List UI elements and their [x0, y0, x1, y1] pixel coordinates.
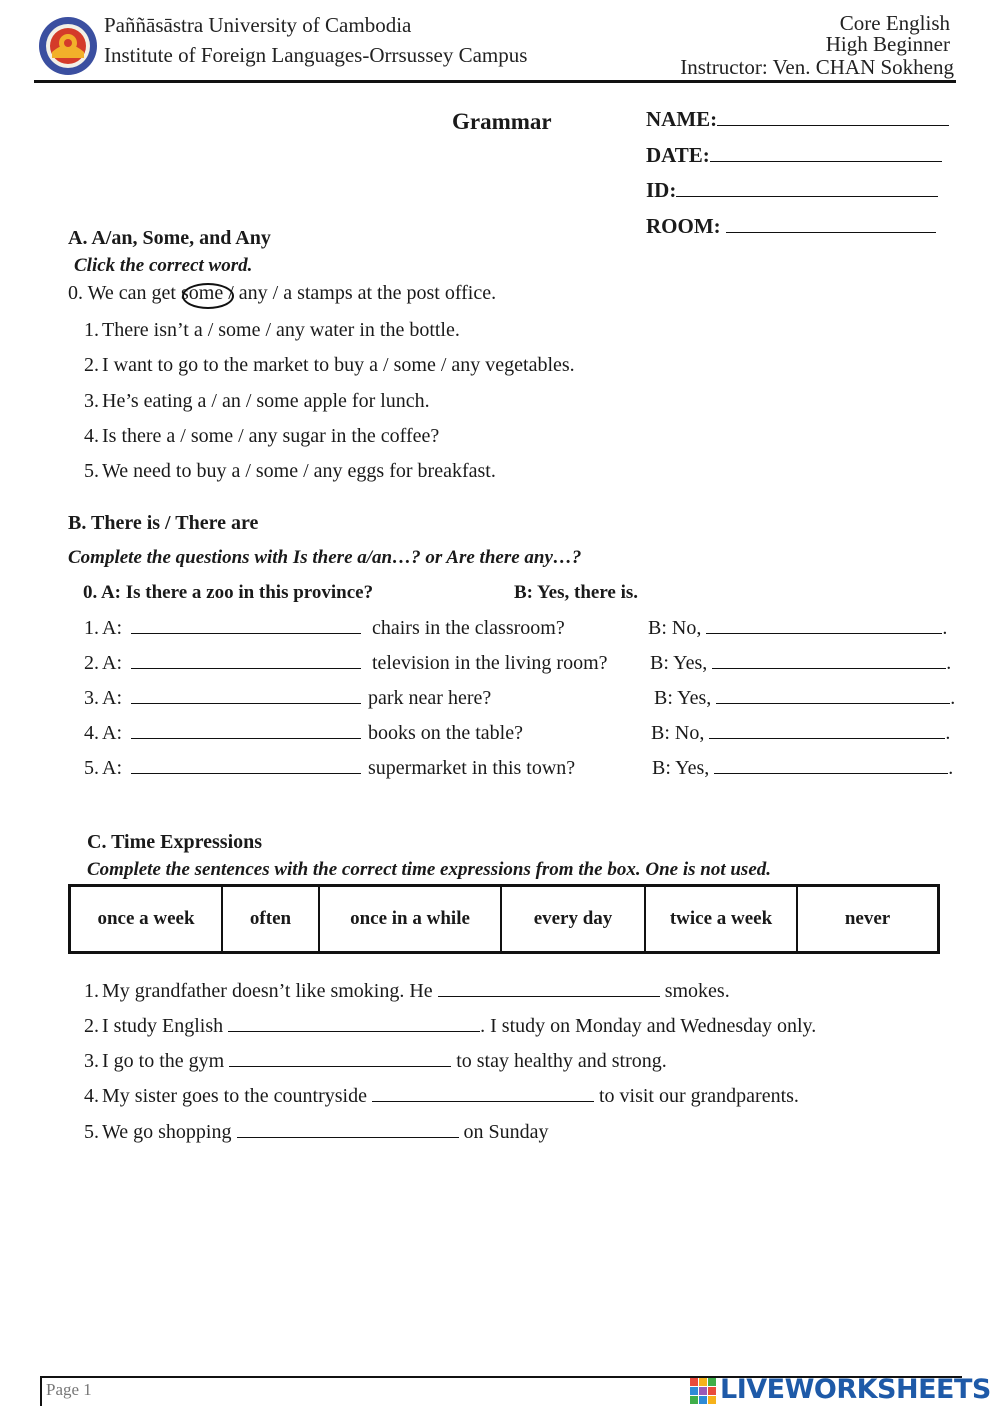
course-name: Core English: [839, 11, 950, 35]
item-number: 5.: [84, 757, 99, 779]
liveworksheets-logo-icon: [690, 1378, 718, 1404]
liveworksheets-brand[interactable]: LIVEWORKSHEETS: [720, 1374, 991, 1405]
item-before: I study English: [102, 1015, 224, 1037]
footer-corner: [40, 1376, 42, 1406]
section-b-answer: [651, 722, 950, 745]
word-box-item[interactable]: every day: [502, 887, 646, 951]
question-rest: chairs in the classroom?: [372, 617, 565, 639]
question-blank[interactable]: [131, 758, 361, 774]
item-before: I go to the gym: [102, 1050, 225, 1072]
section-b-heading: B. There is / There are: [68, 512, 259, 534]
end-punct: .: [950, 687, 956, 709]
a-label: A:: [102, 652, 122, 674]
answer-blank[interactable]: [228, 1016, 480, 1032]
a-label: A:: [102, 687, 122, 709]
item-number: 5.: [84, 460, 99, 482]
section-c-instruction: Complete the sentences with the correct time expressions from the box. One is not used.: [87, 859, 771, 880]
section-a-heading: A. A/an, Some, and Any: [68, 227, 271, 249]
example-before: 0. We can get: [68, 282, 181, 304]
date-input-line[interactable]: [710, 144, 942, 162]
item-number: 4.: [84, 425, 99, 447]
university-name: Paññāsāstra University of Cambodia: [104, 13, 412, 37]
section-c-item: [84, 980, 730, 1003]
section-a-item[interactable]: [84, 319, 460, 342]
section-c-item: [84, 1121, 549, 1144]
section-b-item: [84, 687, 491, 710]
page-title: Grammar: [452, 109, 552, 134]
b-label: B: Yes,: [650, 652, 708, 674]
word-box-item[interactable]: often: [223, 887, 320, 951]
item-text[interactable]: We need to buy a / some / any eggs for breakfast.: [102, 460, 496, 482]
word-box-item[interactable]: twice a week: [646, 887, 798, 951]
answer-blank[interactable]: [438, 981, 660, 997]
header-divider: [34, 80, 956, 83]
b-label: B: Yes,: [652, 757, 710, 779]
question-blank[interactable]: [131, 653, 361, 669]
section-b-answer: [654, 687, 955, 710]
word-box-item[interactable]: once in a while: [320, 887, 502, 951]
answer-blank[interactable]: [709, 723, 945, 739]
end-punct: .: [948, 757, 954, 779]
answer-blank[interactable]: [237, 1122, 459, 1138]
answer-blank[interactable]: [714, 758, 948, 774]
item-number: 4.: [84, 722, 99, 744]
item-number: 2.: [84, 1015, 99, 1037]
answer-blank[interactable]: [229, 1051, 451, 1067]
section-a-item[interactable]: [84, 354, 575, 377]
room-label: ROOM:: [646, 214, 721, 238]
item-after: . I study on Monday and Wednesday only.: [480, 1015, 817, 1037]
section-c-item: [84, 1015, 816, 1038]
item-text[interactable]: I want to go to the market to buy a / some / any vegetables.: [102, 354, 575, 376]
time-expressions-box: [68, 884, 940, 954]
item-number: 3.: [84, 390, 99, 412]
example-after: / any / a stamps at the post office.: [223, 282, 497, 304]
id-field[interactable]: [646, 178, 938, 203]
item-text[interactable]: There isn’t a / some / any water in the bottle.: [102, 319, 460, 341]
a-label: A:: [102, 722, 122, 744]
item-number: 3.: [84, 687, 99, 709]
item-number: 2.: [84, 354, 99, 376]
section-a-example: [68, 282, 496, 305]
section-a-item[interactable]: [84, 390, 430, 413]
question-blank[interactable]: [131, 723, 361, 739]
name-input-line[interactable]: [717, 108, 949, 126]
section-c-item: [84, 1085, 799, 1108]
section-c-item: [84, 1050, 667, 1073]
item-number: 4.: [84, 1085, 99, 1107]
id-label: ID:: [646, 178, 677, 202]
item-before: My sister goes to the countryside: [102, 1085, 367, 1107]
item-text[interactable]: He’s eating a / an / some apple for lunch.: [102, 390, 430, 412]
item-after: on Sunday: [463, 1121, 549, 1143]
a-label: A:: [102, 757, 122, 779]
section-a-item[interactable]: [84, 460, 496, 483]
word-box-item[interactable]: never: [844, 908, 891, 929]
section-b-answer: [648, 617, 947, 640]
item-after: smokes.: [664, 980, 730, 1002]
section-c-heading: C. Time Expressions: [87, 831, 263, 853]
university-seal-icon: [38, 16, 98, 76]
section-b-item: [84, 722, 523, 745]
example-circled-answer: some: [180, 282, 224, 304]
item-after: to visit our grandparents.: [598, 1085, 799, 1107]
section-b-item: [84, 617, 565, 640]
section-b-instruction: Complete the questions with Is there a/an…? or Are there any…?: [68, 547, 582, 568]
section-b-item: [84, 652, 608, 675]
a-label: A:: [102, 617, 122, 639]
b-label: B: Yes,: [654, 687, 712, 709]
section-a-instruction: Click the correct word.: [74, 255, 253, 276]
answer-blank[interactable]: [712, 653, 946, 669]
item-number: 2.: [84, 652, 99, 674]
id-input-line[interactable]: [676, 179, 938, 197]
end-punct: .: [945, 722, 951, 744]
question-rest: books on the table?: [368, 722, 523, 744]
question-rest: supermarket in this town?: [368, 757, 576, 779]
section-b-example-question: 0. A: Is there a zoo in this province?: [83, 582, 374, 603]
page-number: Page 1: [46, 1380, 92, 1399]
course-level: High Beginner: [825, 32, 950, 56]
word-box-item[interactable]: once a week: [71, 887, 223, 951]
item-before: We go shopping: [102, 1121, 232, 1143]
item-number: 1.: [84, 617, 99, 639]
item-text[interactable]: Is there a / some / any sugar in the coffee?: [102, 425, 440, 447]
item-before: My grandfather doesn’t like smoking. He: [102, 980, 433, 1002]
answer-circle: [182, 283, 234, 309]
question-blank[interactable]: [131, 688, 361, 704]
answer-blank[interactable]: [716, 688, 950, 704]
b-label: B: No,: [648, 617, 702, 639]
answer-blank[interactable]: [372, 1086, 594, 1102]
question-rest: park near here?: [368, 687, 492, 709]
item-number: 5.: [84, 1121, 99, 1143]
instructor-name: Instructor: Ven. CHAN Sokheng: [680, 55, 954, 79]
institute-name: Institute of Foreign Languages-Orrsussey Campus: [104, 43, 528, 67]
item-number: 3.: [84, 1050, 99, 1072]
question-blank[interactable]: [131, 618, 361, 634]
item-number: 1.: [84, 980, 99, 1002]
item-number: 1.: [84, 319, 99, 341]
item-after: to stay healthy and strong.: [456, 1050, 667, 1072]
date-field[interactable]: [646, 143, 942, 168]
section-a-item[interactable]: [84, 425, 439, 448]
name-label: NAME:: [646, 107, 718, 131]
name-field[interactable]: [646, 107, 949, 132]
end-punct: .: [942, 617, 948, 639]
section-b-item: [84, 757, 575, 780]
answer-blank[interactable]: [706, 618, 942, 634]
room-input-line[interactable]: [726, 215, 936, 233]
b-label: B: No,: [651, 722, 705, 744]
question-rest: television in the living room?: [372, 652, 608, 674]
date-label: DATE:: [646, 143, 710, 167]
section-b-example-answer: B: Yes, there is.: [514, 582, 639, 603]
end-punct: .: [946, 652, 952, 674]
section-b-answer: [652, 757, 953, 780]
room-field[interactable]: [646, 214, 936, 239]
section-b-answer: [650, 652, 951, 675]
